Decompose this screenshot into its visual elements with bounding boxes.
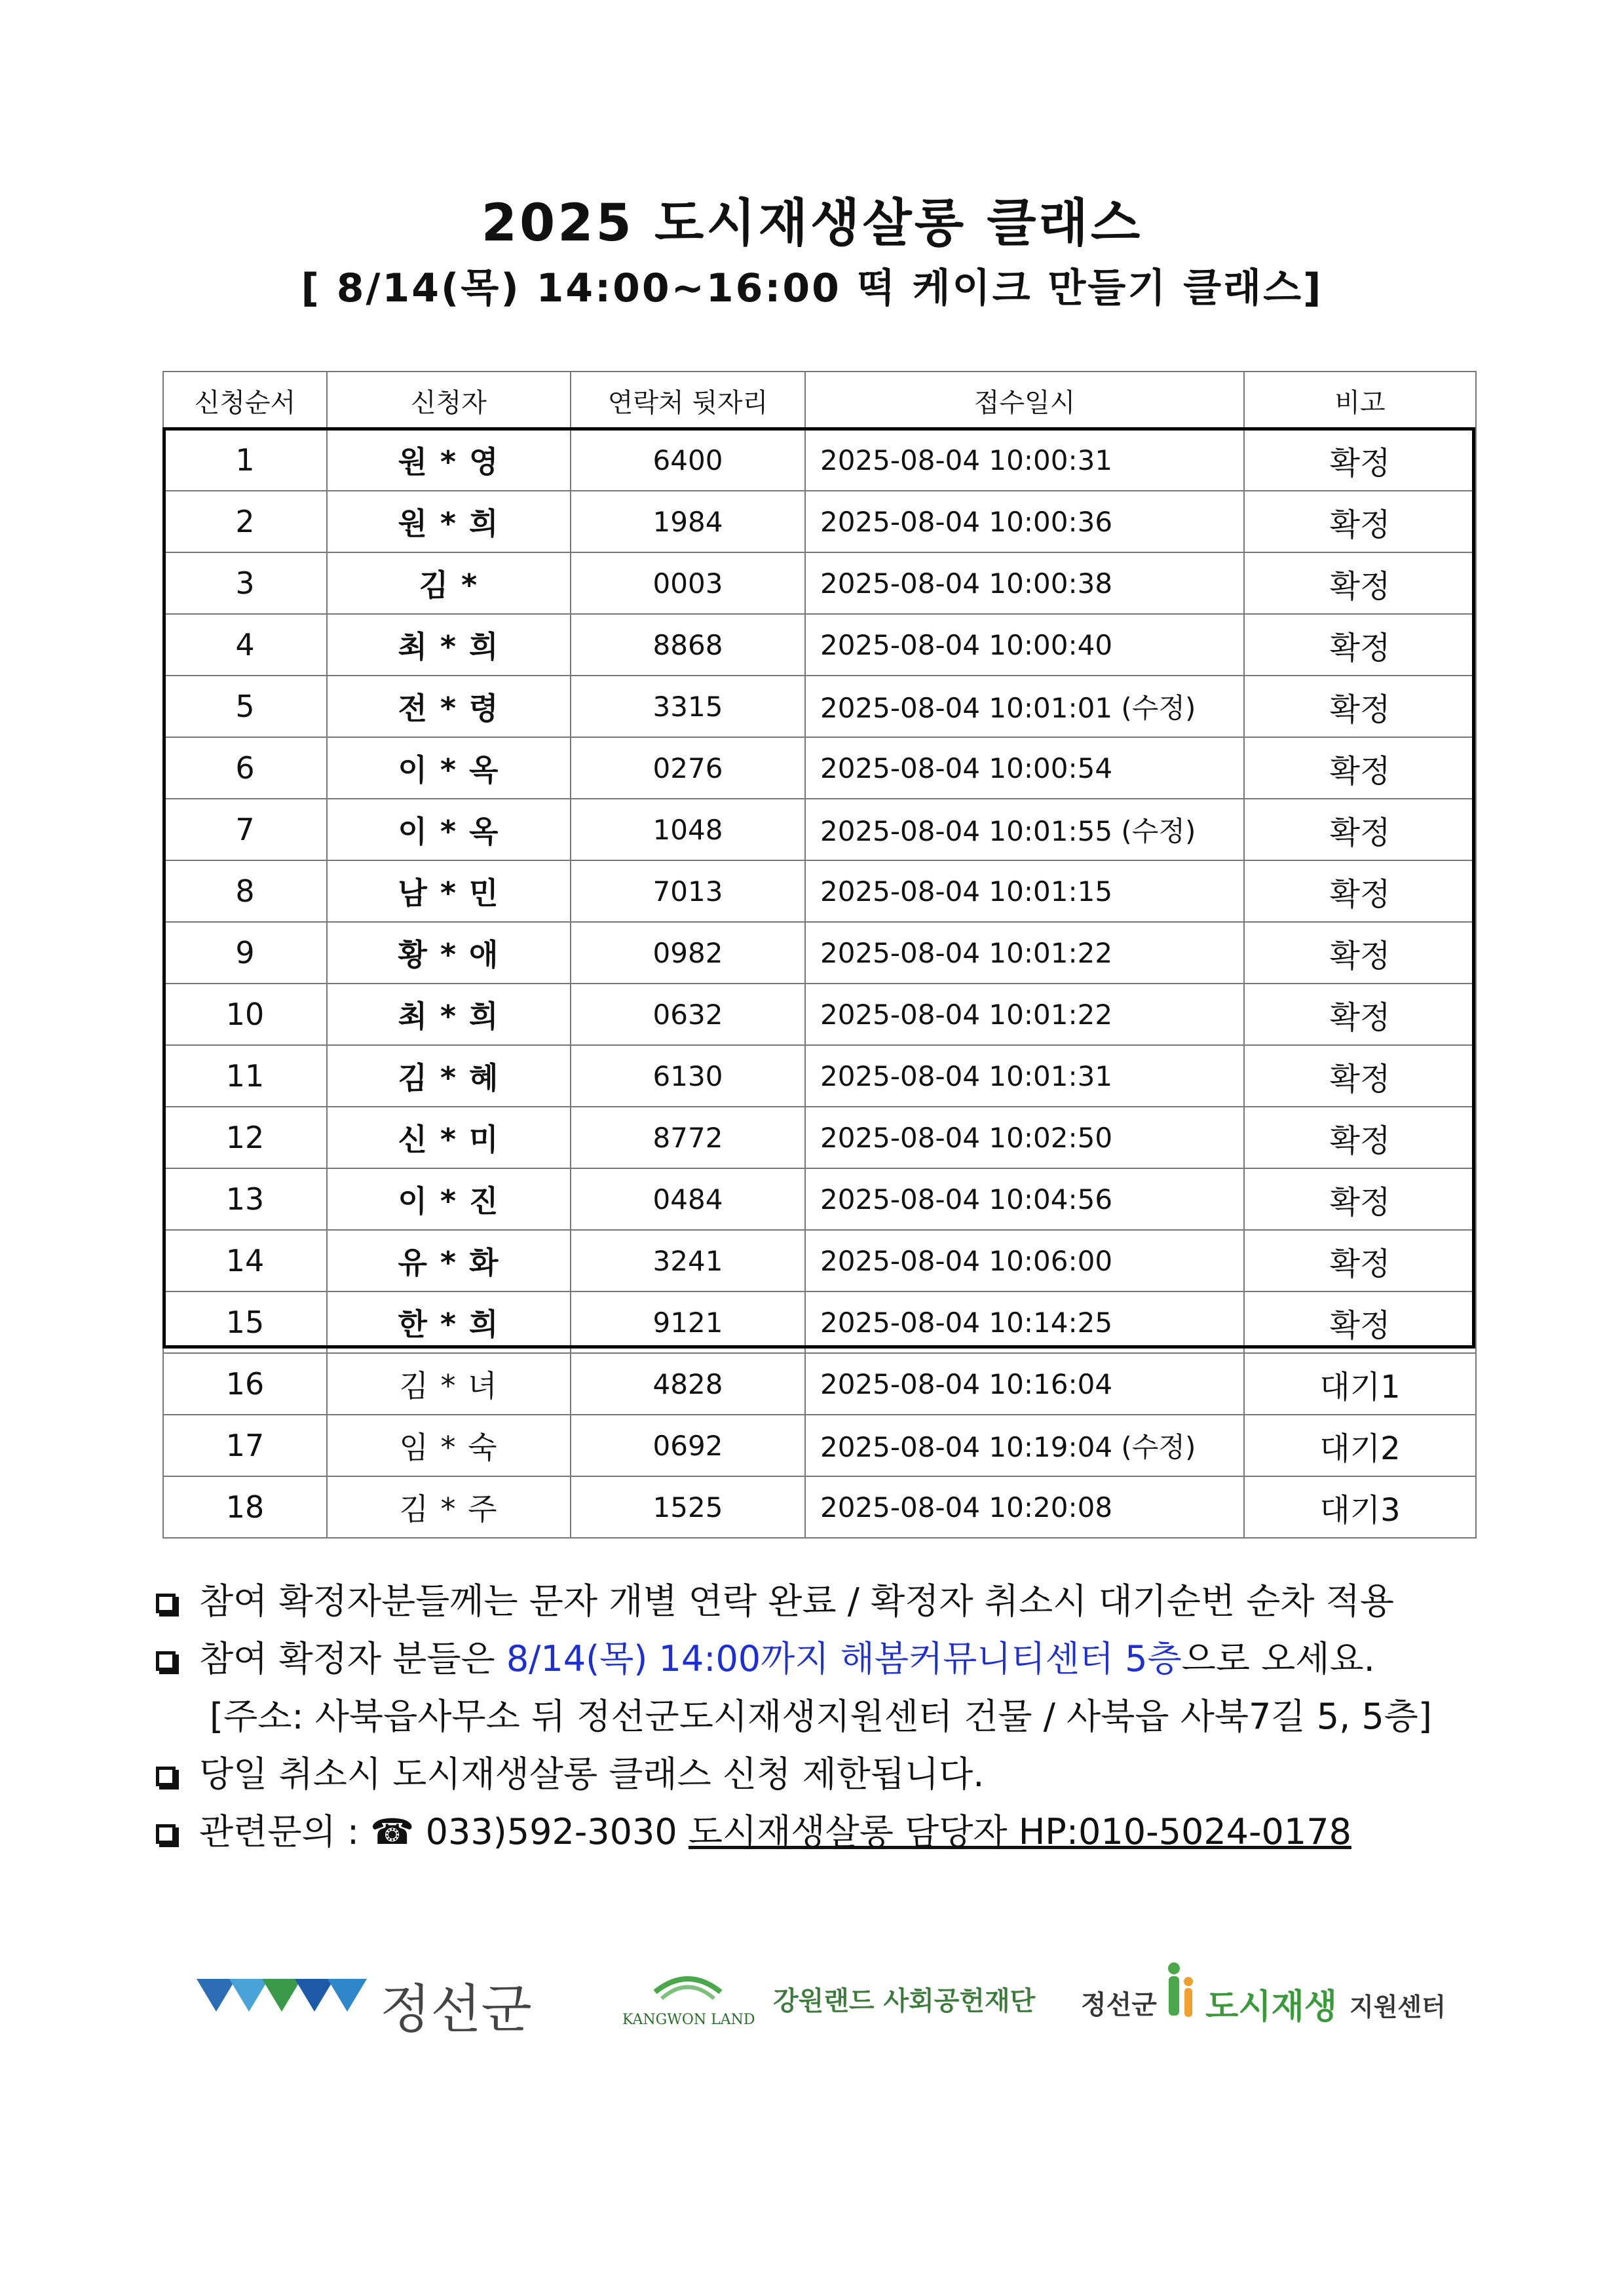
- row-date: 2025-08-04 10:20:08: [805, 1476, 1244, 1538]
- row-status: 확정: [1244, 984, 1476, 1045]
- notice-text: 참여 확정자분들께는 문자 개별 연락 완료 / 확정자 취소시 대기순번 순차 적용: [199, 1580, 1395, 1622]
- row-phone: 1048: [571, 799, 805, 860]
- row-date: 2025-08-04 10:00:31: [805, 429, 1244, 491]
- row-phone: 0484: [571, 1168, 805, 1230]
- checkbox-bullet-icon: [156, 1651, 176, 1671]
- row-name: 김 * 주: [327, 1476, 571, 1538]
- row-status: 확정: [1244, 491, 1476, 552]
- row-date: 2025-08-04 10:01:15: [805, 860, 1244, 922]
- table-row: [163, 429, 1476, 491]
- kangwonland-logo: [622, 1953, 1036, 2051]
- kangwonland-kr-text: 강원랜드 사회공헌재단: [773, 1986, 1036, 2016]
- row-name: 김 *: [327, 552, 571, 614]
- row-order: 11: [163, 1045, 327, 1107]
- kangwonland-wing-icon: [649, 1966, 727, 2005]
- checkbox-bullet-icon: [156, 1767, 176, 1786]
- applicant-table: [162, 371, 1477, 1539]
- notice-item: [156, 1573, 1499, 1630]
- column-header-note: 비고: [1244, 372, 1476, 429]
- row-name: 김 * 혜: [327, 1045, 571, 1107]
- row-date: 2025-08-04 10:19:04 (수정): [805, 1415, 1244, 1476]
- notice-address: [156, 1688, 1499, 1746]
- row-order: 18: [163, 1476, 327, 1538]
- row-date: 2025-08-04 10:01:31: [805, 1045, 1244, 1107]
- page-title: 2025 도시재생살롱 클래스: [481, 194, 1143, 253]
- notice-highlight: 8/14(목) 14:00까지 해봄커뮤니티센터 5층: [506, 1638, 1182, 1679]
- contact-info: 도시재생살롱 담당자 HP:010-5024-0178: [688, 1811, 1351, 1852]
- table-row: [163, 1045, 1476, 1107]
- notice-text: 당일 취소시 도시재생살롱 클래스 신청 제한됩니다.: [199, 1753, 985, 1795]
- row-order: 5: [163, 676, 327, 737]
- row-status: 확정: [1244, 1107, 1476, 1168]
- row-date: 2025-08-04 10:00:38: [805, 552, 1244, 614]
- notice-text: 으로 오세요.: [1181, 1638, 1375, 1679]
- row-name: 원 * 희: [327, 491, 571, 552]
- regen-logo-prefix: 정선군: [1081, 1990, 1157, 2020]
- row-phone: 0003: [571, 552, 805, 614]
- table-row: [163, 1230, 1476, 1292]
- notice-text: [주소: 사북읍사무소 뒤 정선군도시재생지원센터 건물 / 사북읍 사북7길 5, 5층]: [210, 1696, 1432, 1737]
- row-status: 확정: [1244, 614, 1476, 676]
- row-date: 2025-08-04 10:00:40: [805, 614, 1244, 676]
- jeongseon-logo: [197, 1953, 532, 2051]
- regen-logo-main: 도시재생: [1205, 1987, 1337, 2027]
- row-name: 남 * 민: [327, 860, 571, 922]
- table-header-row: [163, 372, 1476, 429]
- row-phone: 6130: [571, 1045, 805, 1107]
- table-row: [163, 491, 1476, 552]
- row-status: 확정: [1244, 429, 1476, 491]
- row-date: 2025-08-04 10:01:22: [805, 984, 1244, 1045]
- row-date: 2025-08-04 10:06:00: [805, 1230, 1244, 1292]
- row-phone: 1525: [571, 1476, 805, 1538]
- row-date: 2025-08-04 10:14:25: [805, 1292, 1244, 1353]
- table-row: [163, 1415, 1476, 1476]
- row-status: 확정: [1244, 737, 1476, 799]
- row-name: 임 * 숙: [327, 1415, 571, 1476]
- row-status: 확정: [1244, 552, 1476, 614]
- row-name: 전 * 령: [327, 676, 571, 737]
- column-header-order: 신청순서: [163, 372, 327, 429]
- table-row: [163, 1292, 1476, 1353]
- row-status: 대기3: [1244, 1476, 1476, 1538]
- table-row: [163, 1107, 1476, 1168]
- row-status: 확정: [1244, 1168, 1476, 1230]
- row-phone: 0982: [571, 922, 805, 984]
- jeongseon-mountain-icon: [197, 1972, 373, 2025]
- row-name: 이 * 옥: [327, 737, 571, 799]
- row-phone: 0276: [571, 737, 805, 799]
- row-name: 신 * 미: [327, 1107, 571, 1168]
- row-status: 확정: [1244, 922, 1476, 984]
- table-row: [163, 676, 1476, 737]
- row-name: 한 * 희: [327, 1292, 571, 1353]
- notice-text: 관련문의 : ☎ 033)592-3030: [199, 1811, 689, 1852]
- row-phone: 8868: [571, 614, 805, 676]
- row-date: 2025-08-04 10:02:50: [805, 1107, 1244, 1168]
- row-phone: 6400: [571, 429, 805, 491]
- kangwonland-en-text: KANGWON LAND: [622, 2012, 755, 2028]
- row-date: 2025-08-04 10:00:36: [805, 491, 1244, 552]
- notice-list: [156, 1573, 1499, 1861]
- row-date: 2025-08-04 10:01:22: [805, 922, 1244, 984]
- jeongseon-logo-text: 정선군: [380, 1979, 532, 2040]
- row-date: 2025-08-04 10:16:04: [805, 1353, 1244, 1415]
- row-date: 2025-08-04 10:00:54: [805, 737, 1244, 799]
- row-phone: 1984: [571, 491, 805, 552]
- row-name: 최 * 희: [327, 984, 571, 1045]
- row-name: 유 * 화: [327, 1230, 571, 1292]
- notice-item: [156, 1746, 1499, 1803]
- row-order: 2: [163, 491, 327, 552]
- row-order: 10: [163, 984, 327, 1045]
- sponsor-logos: [0, 1953, 1624, 2051]
- row-order: 9: [163, 922, 327, 984]
- row-name: 원 * 영: [327, 429, 571, 491]
- row-date: 2025-08-04 10:01:55 (수정): [805, 799, 1244, 860]
- row-order: 8: [163, 860, 327, 922]
- row-order: 12: [163, 1107, 327, 1168]
- row-order: 6: [163, 737, 327, 799]
- row-status: 확정: [1244, 1292, 1476, 1353]
- table-row: [163, 1353, 1476, 1415]
- table-row: [163, 737, 1476, 799]
- row-status: 확정: [1244, 799, 1476, 860]
- notice-text: 참여 확정자 분들은: [199, 1638, 506, 1679]
- row-phone: 0692: [571, 1415, 805, 1476]
- row-name: 최 * 희: [327, 614, 571, 676]
- table-row: [163, 799, 1476, 860]
- row-phone: 3241: [571, 1230, 805, 1292]
- row-name: 이 * 진: [327, 1168, 571, 1230]
- table-row: [163, 1168, 1476, 1230]
- row-phone: 4828: [571, 1353, 805, 1415]
- table-row: [163, 614, 1476, 676]
- table-row: [163, 552, 1476, 614]
- row-status: 대기2: [1244, 1415, 1476, 1476]
- row-order: 13: [163, 1168, 327, 1230]
- table-row: [163, 984, 1476, 1045]
- column-header-received: 접수일시: [805, 372, 1244, 429]
- regen-logo-suffix: 지원센터: [1350, 1993, 1446, 2021]
- table-row: [163, 860, 1476, 922]
- row-status: 대기1: [1244, 1353, 1476, 1415]
- row-phone: 0632: [571, 984, 805, 1045]
- row-date: 2025-08-04 10:04:56: [805, 1168, 1244, 1230]
- row-name: 김 * 녀: [327, 1353, 571, 1415]
- row-order: 16: [163, 1353, 327, 1415]
- row-phone: 8772: [571, 1107, 805, 1168]
- row-status: 확정: [1244, 1230, 1476, 1292]
- row-order: 4: [163, 614, 327, 676]
- row-phone: 7013: [571, 860, 805, 922]
- checkbox-bullet-icon: [156, 1824, 176, 1844]
- row-phone: 9121: [571, 1292, 805, 1353]
- page-subtitle: [ 8/14(목) 14:00~16:00 떡 케이크 만들기 클래스]: [301, 265, 1323, 311]
- row-order: 7: [163, 799, 327, 860]
- column-header-phone: 연락처 뒷자리: [571, 372, 805, 429]
- row-order: 14: [163, 1230, 327, 1292]
- regeneration-center-logo: [1081, 1953, 1448, 2051]
- row-status: 확정: [1244, 676, 1476, 737]
- row-order: 3: [163, 552, 327, 614]
- table-row: [163, 922, 1476, 984]
- row-order: 15: [163, 1292, 327, 1353]
- row-phone: 3315: [571, 676, 805, 737]
- checkbox-bullet-icon: [156, 1594, 176, 1613]
- row-status: 확정: [1244, 860, 1476, 922]
- row-name: 황 * 애: [327, 922, 571, 984]
- row-name: 이 * 옥: [327, 799, 571, 860]
- column-header-applicant: 신청자: [327, 372, 571, 429]
- row-date: 2025-08-04 10:01:01 (수정): [805, 676, 1244, 737]
- row-status: 확정: [1244, 1045, 1476, 1107]
- notice-item: [156, 1630, 1499, 1688]
- notice-item: [156, 1803, 1499, 1861]
- applicant-table-wrapper: [162, 371, 1475, 1539]
- row-order: 1: [163, 429, 327, 491]
- table-row: [163, 1476, 1476, 1538]
- row-order: 17: [163, 1415, 327, 1476]
- people-icon: [1160, 1959, 1199, 2031]
